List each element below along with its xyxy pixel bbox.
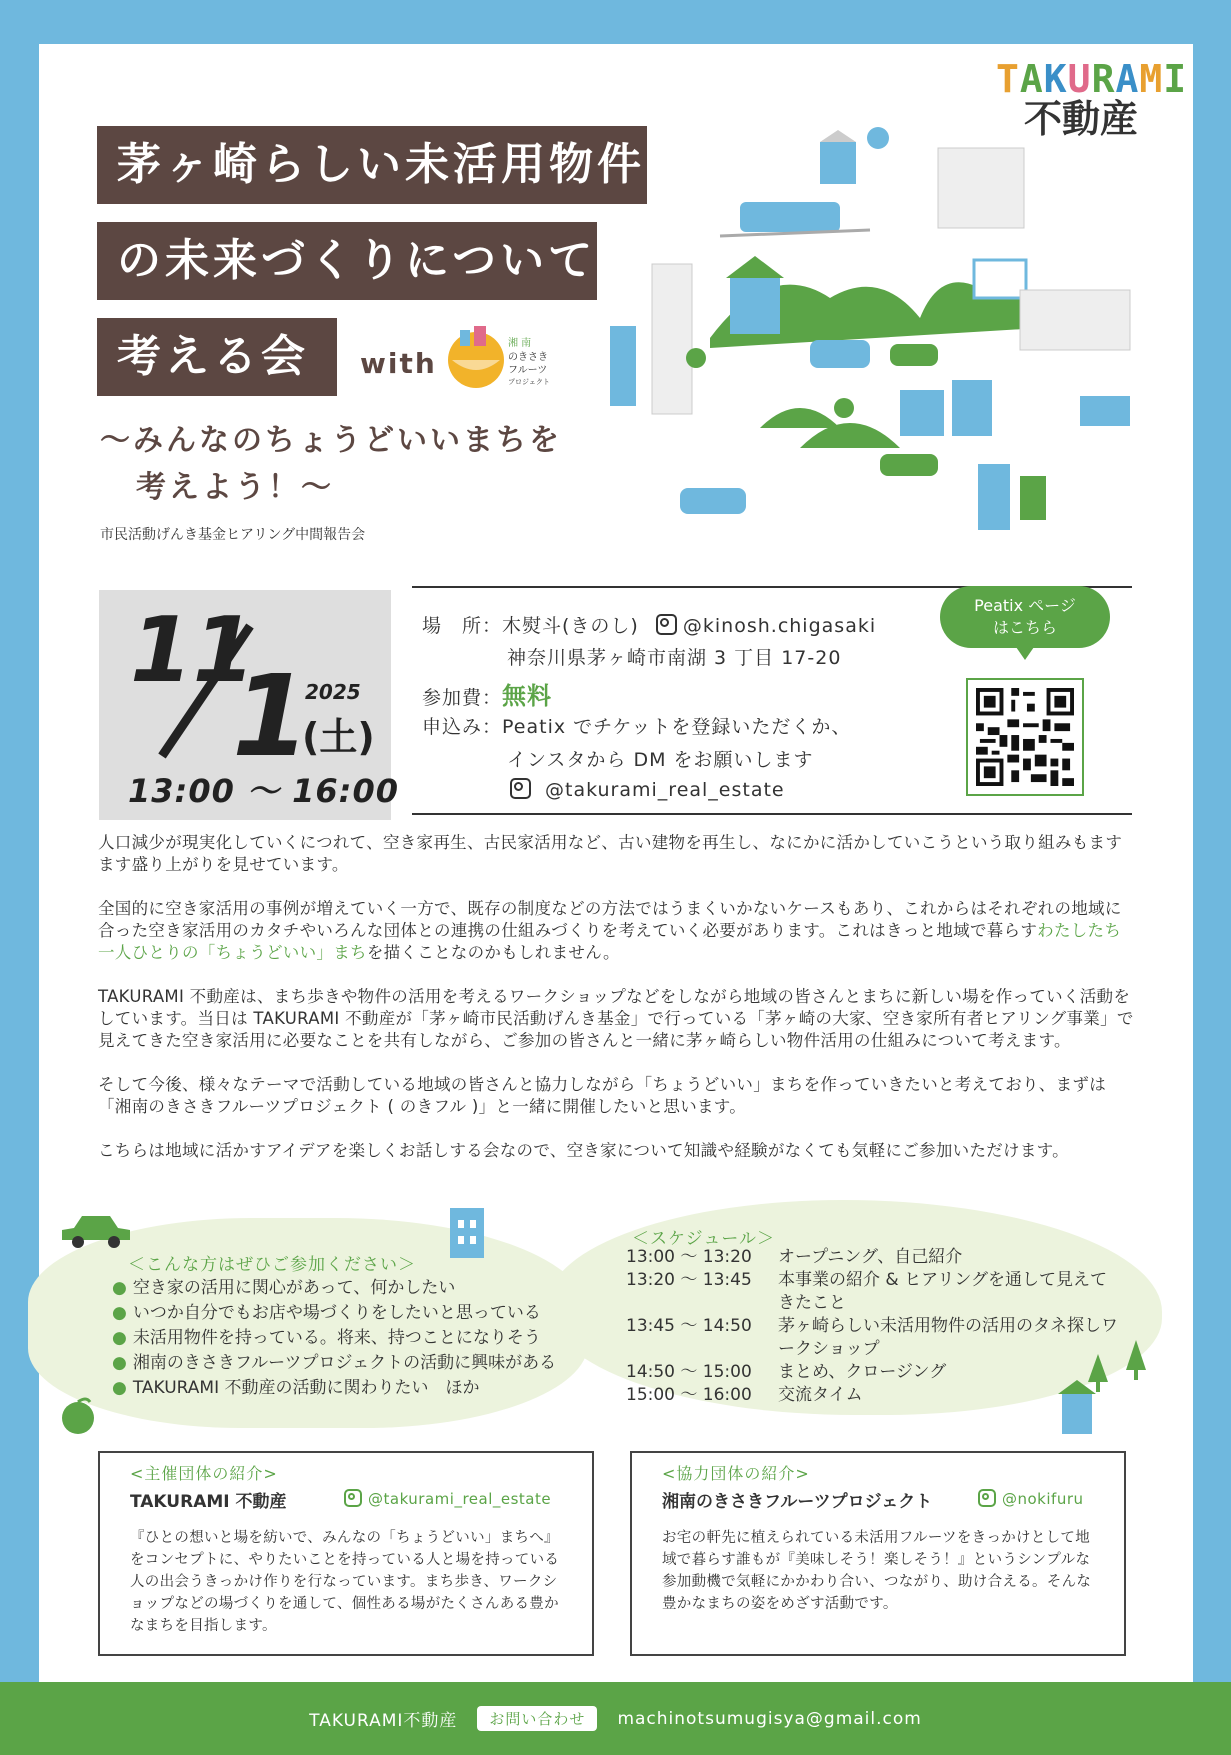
svg-text:のきさき: のきさき [508,352,548,363]
event-month: 11 [130,598,256,703]
schedule-desc: オープニング、自己紹介 [778,1247,963,1267]
schedule-time: 13:00 ～ 13:20 [626,1247,752,1267]
qr-code-icon [976,688,1074,786]
target-item: ● 空き家の活用に関心があって、何かしたい [112,1276,556,1301]
target-item: ● 未活用物件を持っている。将来、持つことになりそう [112,1326,556,1351]
host-name: TAKURAMI 不動産 [130,1492,287,1512]
host-text: 『ひとの想いと場を紡いで、みんなの「ちょうどいい」まちへ』をコンセプトに、やりたいことを持っている人と場を持っている人の出会うきっかけ作りを行なっています。まち歩き、ワークショップなどの場づくりを通して、個性ある場がたくさんある豊かなまちを目指します。 [130,1530,560,1634]
partner-text: お宅の軒先に植えられている未活用フルーツをきっかけとして地域で暮らす誰もが『美味しそう！楽しそう！』というシンプルな参加動機で気軽にかかわり合い、つながり、助け合える。そんな豊かなまちの姿をめざす活動です。 [662,1530,1092,1612]
instagram-icon [344,1489,362,1507]
partner-account[interactable]: @nokifuru [1002,1490,1084,1508]
instagram-icon [510,778,531,799]
peatix-bubble-line-2: はこちら [992,618,1057,637]
schedule-row [626,1246,1118,1269]
apply-line-1: Peatix でチケットを登録いただくか、 [502,716,852,738]
target-heading: ＜こんな方はぜひご参加ください＞ [128,1255,416,1275]
venue-row [422,611,876,638]
footer-org: TAKURAMI不動産 [309,1711,458,1731]
instagram-icon [978,1489,996,1507]
contact-email[interactable]: machinotsumugisya@gmail.com [617,1708,922,1729]
apply-label: 申込み： [422,716,503,738]
peatix-bubble-line-1: Peatix ページ [974,596,1076,615]
partner-account-row [978,1489,1084,1508]
venue-account[interactable]: @kinosh.chigasaki [682,615,877,637]
body-paragraph [98,898,1134,964]
event-year: 2025 [305,680,361,704]
fee-value: 無料 [502,682,553,710]
venue-address: 神奈川県茅ヶ崎市南湖 3 丁目 17-20 [507,647,842,669]
event-time: 13:00 ～ 16:00 [128,772,400,810]
target-item: ● いつか自分でもお店や場づくりをしたいと思っている [112,1301,556,1326]
schedule-heading: ＜スケジュール＞ [632,1229,775,1249]
body-paragraph: 人口減少が現実化していくにつれて、空き家再生、古民家活用など、古い建物を再生し、なにかに活かしていこうという取り組みもますます盛り上がりを見せています。 [98,833,1123,874]
instagram-icon [656,614,677,635]
body-paragraph: こちらは地域に活かすアイデアを楽しくお話しする会なので、空き家について知識や経験がなくても気軽にご参加いただけます。 [98,1141,1069,1160]
title-line-3: 考える会 [97,318,337,396]
citrus-icon [58,1396,98,1436]
schedule-time: 14:50 ～ 15:00 [626,1362,752,1382]
schedule-desc: まとめ、クロージング [778,1362,947,1382]
subtitle-line-1: ～みんなのちょうどいいまちを [100,423,562,458]
logo-en: TAKURAMI [996,57,1188,101]
body-highlight: わたしたち一人ひとりの「ちょうどいい」まち [98,921,1122,962]
event-weekday: (土) [302,715,375,759]
svg-text:プロジェクト: プロジェクト [508,378,550,386]
schedule-desc: 茅ヶ崎らしい未活用物件の活用のタネ探しワークショップ [778,1316,1118,1359]
svg-text:湘 南: 湘 南 [508,338,532,349]
host-account[interactable]: @takurami_real_estate [368,1490,552,1508]
target-list [112,1276,556,1401]
schedule-row [626,1384,1118,1407]
report-label: 市民活動げんき基金ヒアリング中間報告会 [100,527,366,543]
apply-line-2: インスタから DM をお願いします [507,749,814,771]
apply-row [422,712,851,739]
host-heading: <主催団体の紹介> [130,1464,278,1483]
body-paragraph: TAKURAMI 不動産は、まち歩きや物件の活用を考えるワークショップなどをしながら地域の皆さんとまちに新しい場を作っていく活動をしています。当日は TAKURAMI 不動産が「茅ヶ崎市民活動げんき基金」で行っている「茅ヶ崎の大家、空き家所有者ヒアリング事業」で見えてきた空き家活用に必要なことを共有しながら、ご参加の皆さんと一緒に茅ヶ崎らしい物件活用の仕組みについて考えます。 [98,987,1134,1050]
peatix-bubble [940,586,1110,648]
host-card [98,1451,594,1656]
building-icon [450,1208,484,1258]
schedule-list [626,1246,1118,1407]
venue-label: 場 所： [422,615,503,637]
body-paragraph-part: を描くことなのかもしれません。 [366,943,620,962]
car-icon [58,1210,134,1250]
schedule-row [626,1315,1118,1361]
fee-label: 参加費： [422,687,503,709]
schedule-time: 13:45 ～ 14:50 [626,1316,752,1336]
footer [0,1682,1231,1755]
body-paragraph-part: 全国的に空き家活用の事例が増えていく一方で、既存の制度などの方法ではうまくいかないケースもあり、これからはそれぞれの地域に合った空き家活用のカタチやいろんな団体との連携の仕組みづくりを考えていく必要があります。これはきっと地域で暮らす [98,899,1122,940]
title-line-2: の未来づくりについて [97,222,597,300]
venue-name: 木熨斗(きのし) [502,615,639,637]
peatix-qr-code[interactable] [966,678,1084,796]
partner-heading: <協力団体の紹介> [662,1464,810,1483]
schedule-row [626,1269,1118,1315]
schedule-desc: 本事業の紹介 & ヒアリングを通して見えてきたこと [778,1270,1108,1313]
event-day: 1 [232,652,310,782]
schedule-desc: 交流タイム [778,1385,863,1405]
town-illustration [600,118,1160,538]
contact-label: お問い合わせ [477,1706,597,1731]
partner-card [630,1451,1126,1656]
host-account-row [344,1489,551,1508]
body-text [98,832,1134,1184]
body-paragraph: そして今後、様々なテーマで活動している地域の皆さんと協力しながら「ちょうどいい」まちを作っていきたいと考えており、まずは「湘南のきさきフルーツプロジェクト ( のきフル )」と一緒に開催したいと思います。 [98,1075,1106,1116]
subtitle-line-2: 考えよう！～ [136,470,334,505]
apply-account-row [510,778,785,801]
partner-name: 湘南のきさきフルーツプロジェクト [662,1492,933,1512]
target-item: ● TAKURAMI 不動産の活動に関わりたい ほか [112,1376,556,1401]
fee-row [422,676,552,711]
apply-account[interactable]: @takurami_real_estate [545,779,785,801]
nokifuru-logo [446,322,558,392]
logo-ja: 不動産 [1023,97,1138,141]
schedule-row [626,1361,1118,1384]
title-line-1: 茅ヶ崎らしい未活用物件 [97,126,647,204]
schedule-time: 13:20 ～ 13:45 [626,1270,752,1290]
target-item: ● 湘南のきさきフルーツプロジェクトの活動に興味がある [112,1351,556,1376]
svg-text:フルーツ: フルーツ [508,365,548,376]
with-label: with [360,347,437,380]
schedule-time: 15:00 ～ 16:00 [626,1385,752,1405]
